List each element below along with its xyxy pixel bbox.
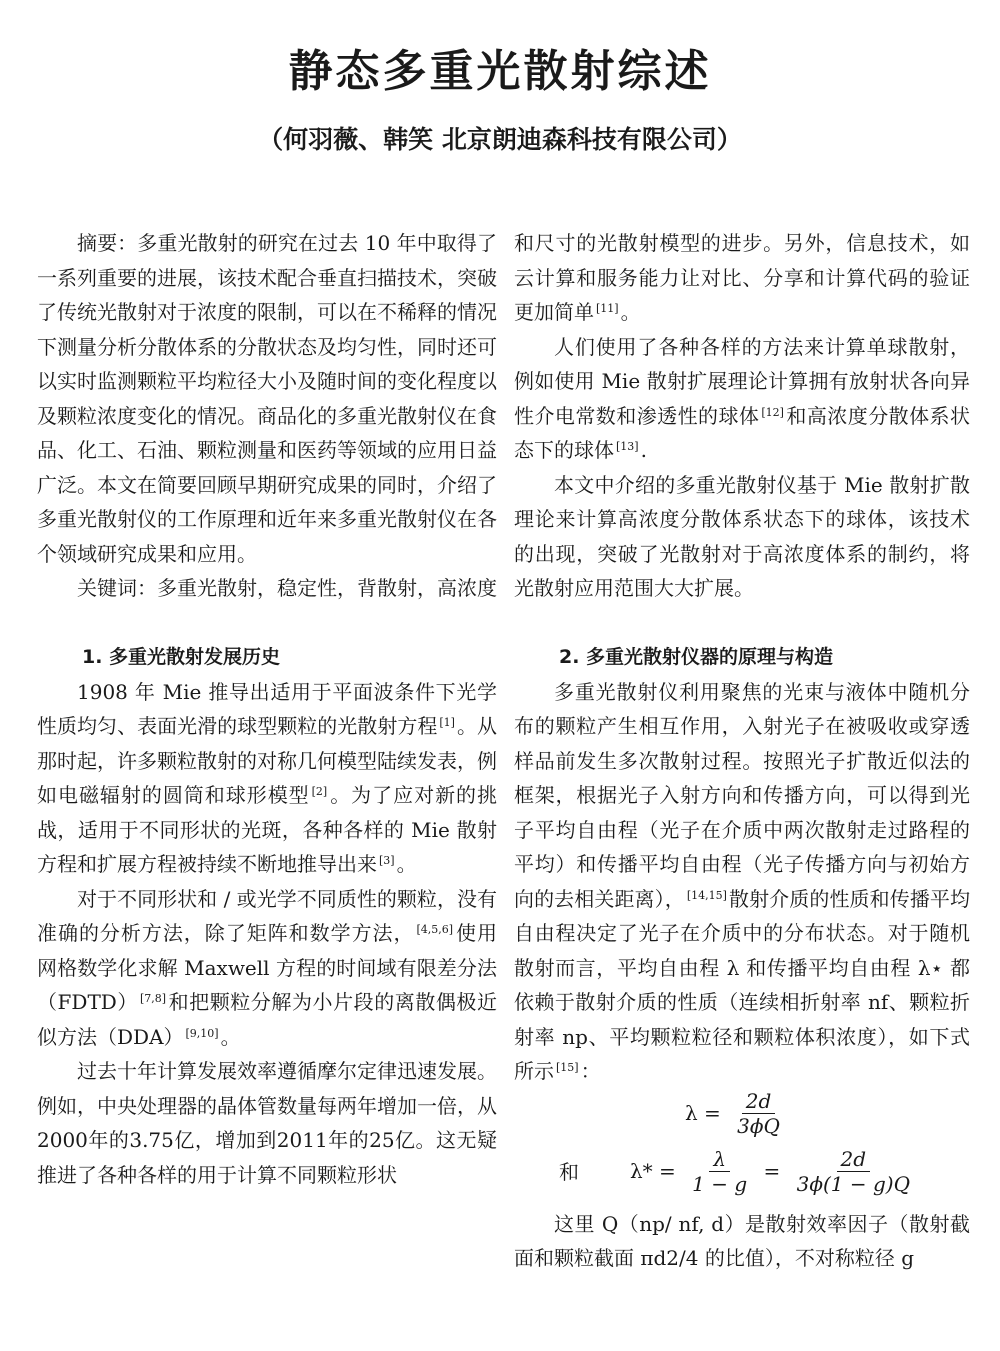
section-1-heading: 1. 多重光散射发展历史 — [82, 646, 281, 668]
equation-mean-free-path: λ = $\frac{2d}{3\phi Q}$ — [514, 1089, 970, 1141]
equation-numerator: 2d — [742, 1089, 776, 1114]
principle-paragraph-2: 这里 Q（np/ nf, d）是散射效率因子（散射截面和颗粒截面 πd2/4 的比值），不对称粒径 g — [514, 1211, 970, 1270]
citation[interactable]: [13] — [616, 440, 639, 453]
history-paragraph-3: 过去十年计算发展效率遵循摩尔定律迅速发展。例如，中央处理器的晶体管数量每两年增加一倍，从2000年的3.75亿，增加到2011年的25亿。这无疑推进了各种各样的用于计算不同颗粒形状 — [37, 1059, 497, 1187]
equation-denominator: 3ϕQ — [737, 1113, 780, 1138]
citation[interactable]: [15] — [556, 1061, 579, 1074]
abstract-paragraph: 摘要：多重光散射的研究在过去 10 年中取得了一系列重要的进展，该技术配合垂直扫描技术，突破了传统光散射对于浓度的限制，可以在不稀释的情况下测量分析分散体系的分散状态及均匀性，同时还可以实时监测颗粒平均粒径大小及随时间的变化程度以及颗粒浓度变化的情况。商品化的多重光散射仪在食品、化工、石油、颗粒测量和医药等领域的应用日益广泛。本文在简要回顾早期研究成果的同时，介绍了多重光散射仪的工作原理和近年来多重光散射仪在各个领域研究成果和应用。 — [37, 231, 497, 566]
equation-denominator: 3ϕ(1 − g)Q — [796, 1171, 910, 1196]
citation[interactable]: [2] — [311, 785, 328, 798]
paper-title: 静态多重光散射综述 — [288, 46, 712, 97]
history-paragraph-5: 本文中介绍的多重光散射仪基于 Mie 散射扩散理论来计算高浓度分散体系状态下的球体，该技术的出现，突破了光散射对于高浓度体系的制约，将光散射应用范围大大扩展。 — [514, 472, 970, 600]
section-2-heading: 2. 多重光散射仪器的原理与构造 — [559, 646, 834, 668]
citation[interactable]: [3] — [379, 854, 395, 867]
equation-denominator: 1 − g — [692, 1171, 748, 1196]
left-column — [37, 226, 497, 1192]
equation-numerator: λ — [709, 1147, 730, 1172]
history-paragraph-1: 1908 年 Mie 推导出适用于平面波条件下光学性质均匀、表面光滑的球型颗粒的光散射方程 [1] 。从那时起，许多颗粒散射的对称几何模型陆续发表，例如电磁辐射的圆筒和球形模型 [2] 。为了应对新的挑战，适用于不同形状的光斑，各种各样的 Mie 散射方程和扩展方程被持续不断地推导出来 [3] 。 — [37, 679, 498, 876]
and-label: 和 — [559, 1159, 579, 1184]
principle-paragraph-1: 多重光散射仪利用聚焦的光束与液体中随机分布的颗粒产生相互作用，入射光子在被吸收或穿透样品前发生多次散射过程。按照光子扩散近似法的框架，根据光子入射方向和传播方向，可以得到光子平均自由程（光子在介质中两次散射走过路程的平均）和传播平均自由程（光子传播方向与初始方向的去相关距离）， [14,15] 散射介质的性质和传播平均自由程决定了光子在介质中的分布状态。对于随机散射而言，平均自由程 λ 和传播平均自由程 λ⋆ 都依赖于散射介质的性质（连续相折射率 nf、颗粒折射率 np、平均颗粒粒径和颗粒体积浓度），如下式所示 [15] ： — [514, 679, 971, 1083]
citation[interactable]: [12] — [761, 405, 784, 419]
equation-transport-mean-free-path: 和 λ* = $\frac{\lambda}{1 - g}$ = $\frac{2d}{3\phi(1 - g)Q}$ — [514, 1147, 970, 1199]
citation[interactable]: [9,10] — [185, 1026, 219, 1040]
citation[interactable]: [11] — [596, 302, 619, 315]
history-paragraph-3-continued: 和尺寸的光散射模型的进步。另外，信息技术，如云计算和服务能力让对比、分享和计算代码的验证更加简单 [11] 。 — [514, 231, 970, 324]
right-column — [514, 226, 970, 1276]
keywords-paragraph: 关键词：多重光散射，稳定性，背散射，高浓度 — [77, 576, 497, 600]
citation[interactable]: [14,15] — [686, 888, 727, 902]
citation[interactable]: [4,5,6] — [416, 923, 454, 936]
citation[interactable]: [7,8] — [139, 992, 167, 1005]
citation[interactable]: [1] — [439, 716, 455, 729]
equation-numerator: 2d — [837, 1147, 871, 1172]
history-paragraph-2: 对于不同形状和 / 或光学不同质性的颗粒，没有准确的分析方法，除了矩阵和数学方法， [4,5,6] 使用网格数学化求解 Maxwell 方程的时间域有限差分法（FDTD） [7,8] 和把颗粒分解为小片段的离散偶极近似方法（DDA） [9,10] 。 — [37, 886, 498, 1049]
paper-authors: （何羽薇、韩笑 北京朗迪森科技有限公司） — [258, 125, 742, 154]
history-paragraph-4: 人们使用了各种各样的方法来计算单球散射，例如使用 Mie 散射扩展理论计算拥有放射状各向异性介电常数和渗透性的球体 [12] 和高浓度分散体系状态下的球体 [13] . — [514, 334, 970, 462]
